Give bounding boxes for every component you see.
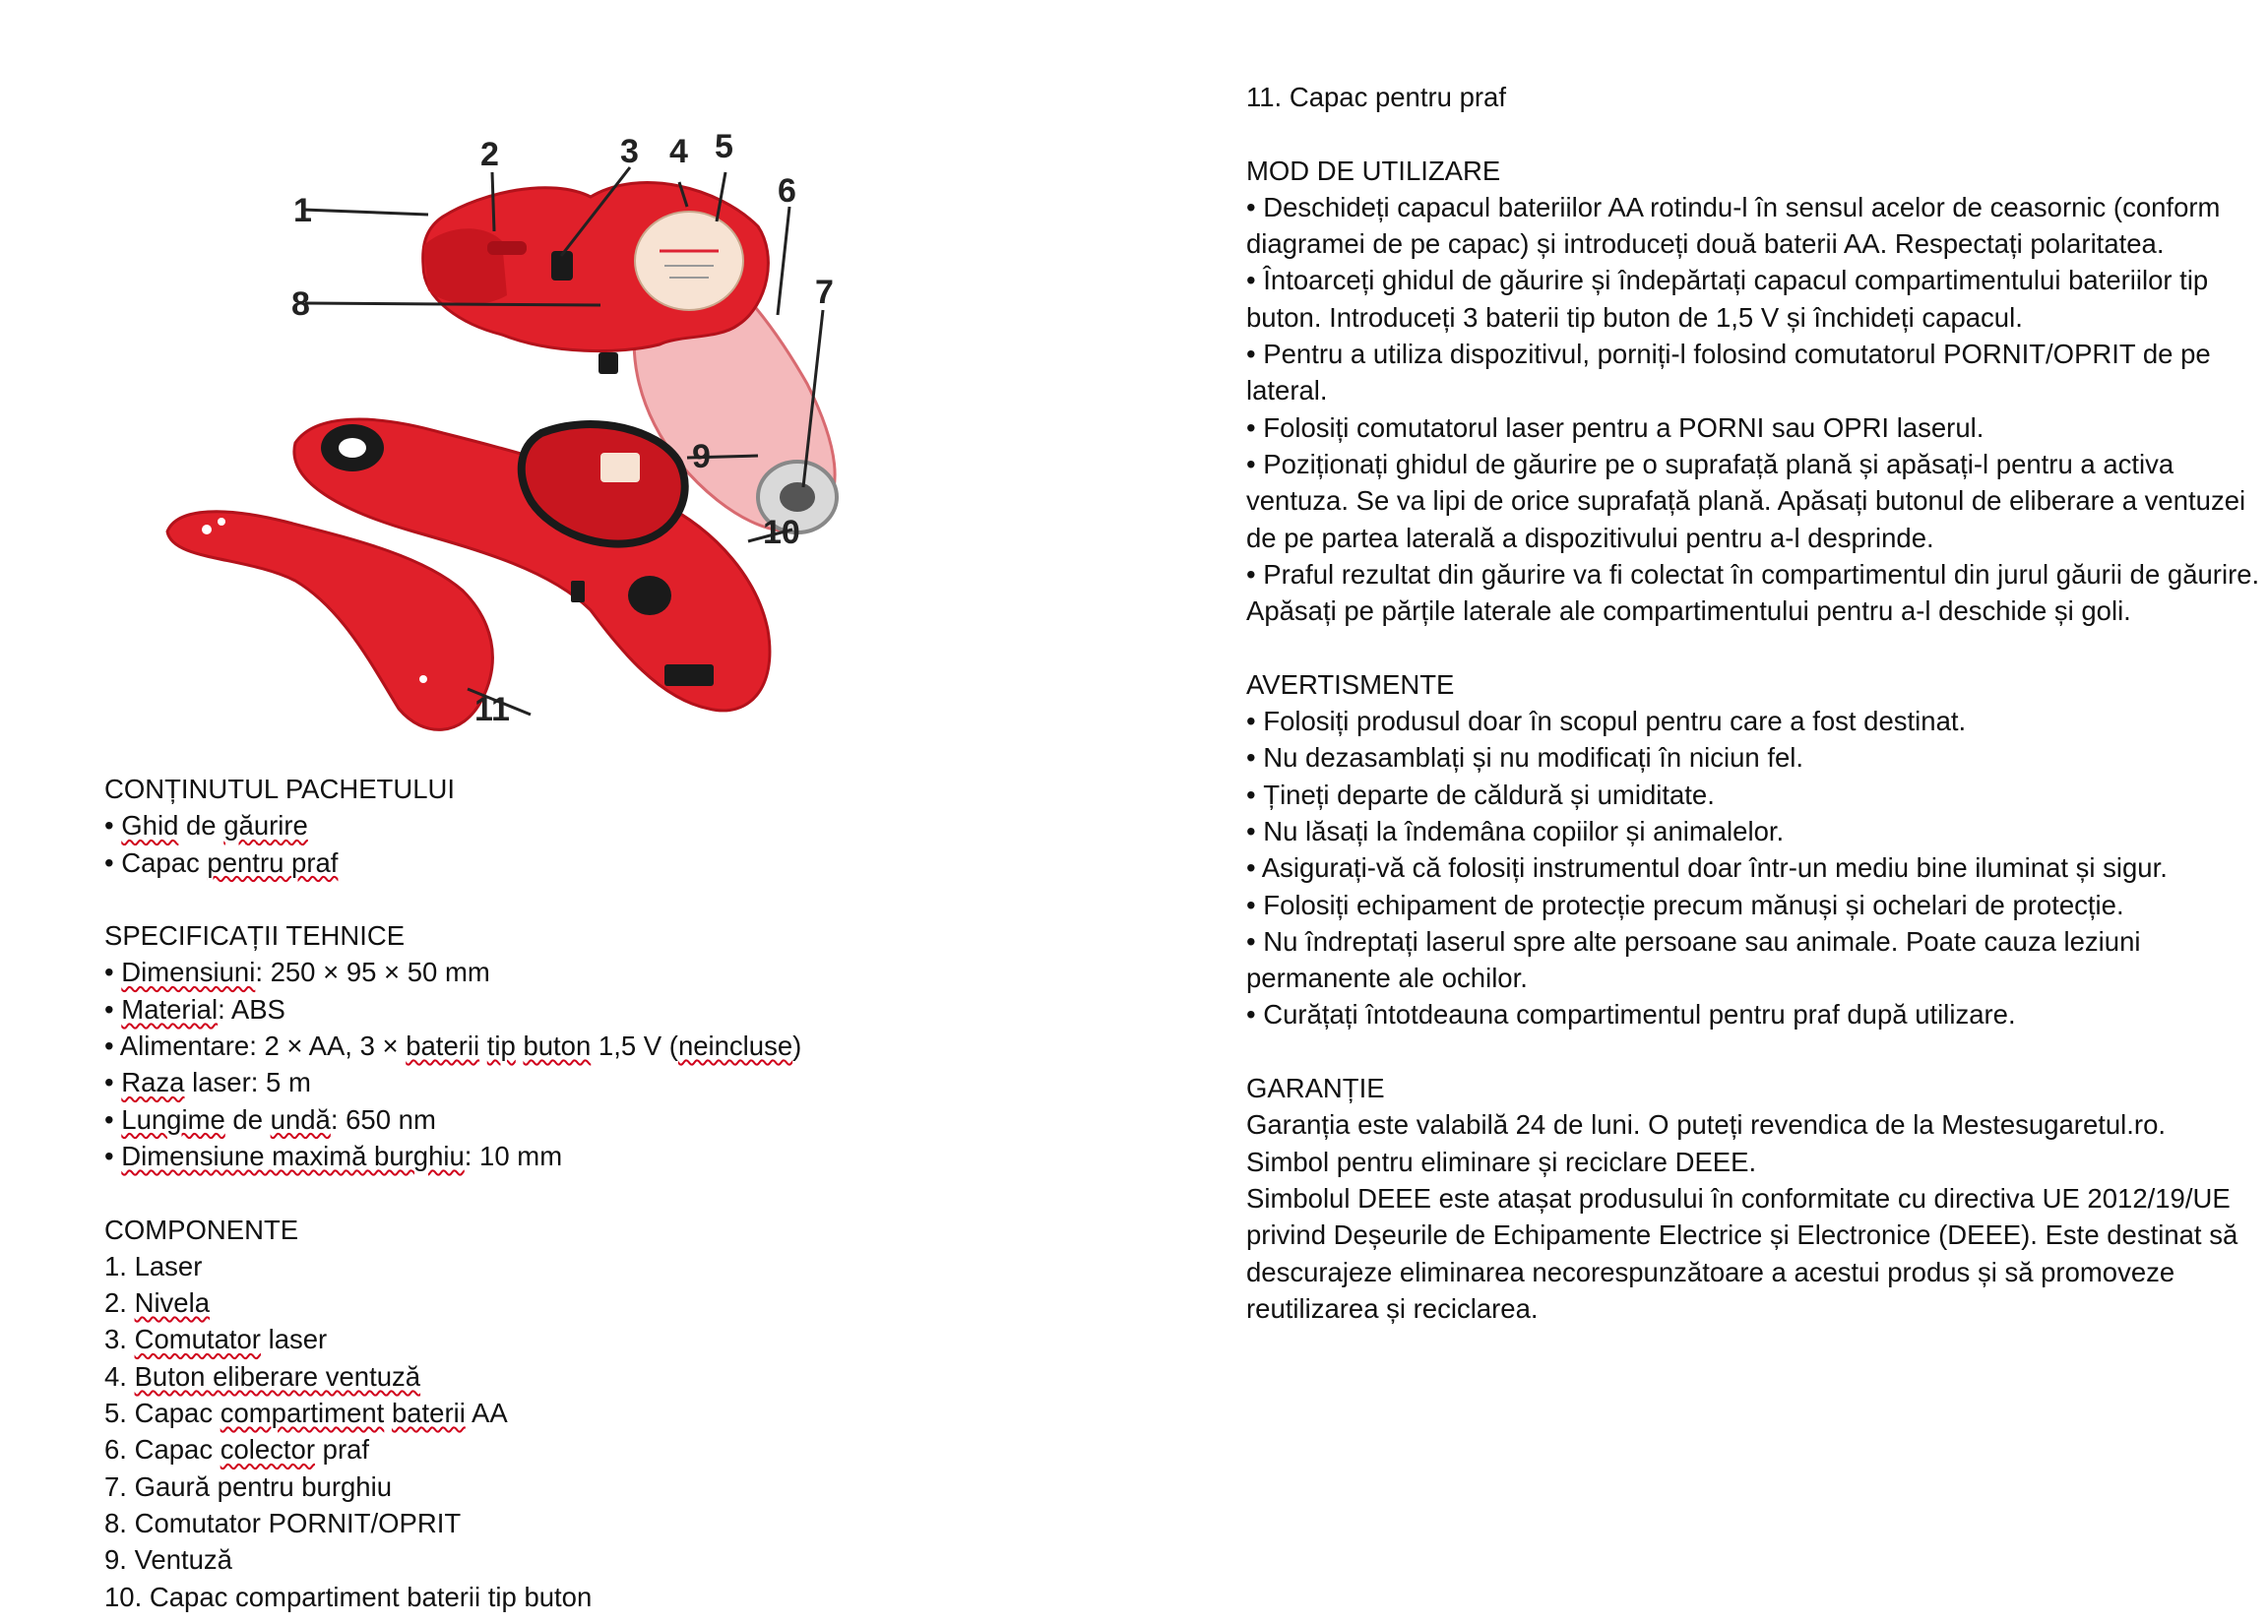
item-text: de bbox=[224, 1103, 271, 1135]
list-item bbox=[104, 1468, 971, 1505]
item-text: : 10 mm bbox=[464, 1140, 563, 1171]
bullet: • bbox=[104, 846, 122, 878]
item-text: tip bbox=[486, 1031, 516, 1062]
drill-guide-illustration bbox=[128, 59, 915, 758]
warranty-text bbox=[1246, 1106, 2260, 1327]
bullet: • bbox=[104, 957, 122, 988]
list-item bbox=[104, 1321, 971, 1357]
list-item: • Pentru a utiliza dispozitivul, porniți-l folosind comutatorul PORNIT/OPRIT de pe lateral. bbox=[1246, 339, 2211, 406]
bullet: • bbox=[104, 1031, 120, 1062]
list-item: • Asigurați-vă că folosiți instrumentul doar într-un mediu bine iluminat și sigur. bbox=[1246, 852, 2168, 884]
list-item bbox=[104, 991, 971, 1028]
left-column bbox=[104, 771, 971, 1615]
warranty-line: Simbol pentru eliminare și reciclare DEEE. bbox=[1246, 1146, 1757, 1177]
list-item bbox=[104, 1284, 971, 1321]
item-text bbox=[479, 1031, 487, 1061]
list-item: • Deschideți capacul bateriilor AA rotindu-l în sensul acelor de ceasornic (conform diagramei de pe capac) și introduceți două baterii AA. Respectați polaritatea. bbox=[1246, 191, 2221, 260]
list-item bbox=[104, 1431, 971, 1468]
item-text: Material bbox=[121, 993, 219, 1025]
item-text: Gaură pentru burghiu bbox=[134, 1470, 393, 1502]
item-text: baterii bbox=[391, 1398, 466, 1429]
item-text: baterii bbox=[406, 1031, 480, 1062]
specs-list bbox=[104, 954, 971, 1174]
list-item bbox=[104, 1028, 971, 1064]
package-list bbox=[104, 807, 971, 881]
item-text: găurire bbox=[223, 810, 308, 842]
right-column bbox=[1246, 79, 2260, 1327]
bullet: • bbox=[104, 810, 122, 842]
list-item bbox=[104, 1358, 971, 1395]
item-number: 5. bbox=[104, 1398, 135, 1429]
list-item bbox=[104, 1248, 971, 1284]
warnings-heading: AVERTISMENTE bbox=[1246, 668, 1455, 700]
list-item bbox=[104, 1138, 971, 1174]
item-text: Capac bbox=[134, 1434, 220, 1466]
item-text: de bbox=[178, 810, 224, 842]
item-text: AA bbox=[465, 1398, 508, 1429]
list-item: • Poziționați ghidul de găurire pe o suprafață plană și apăsați-l pentru a activa ventuza. Se va lipi de orice suprafață plană. Apăsați butonul de eliberare a ventuzei de pe partea laterală a dispozitivului pentru a-l desprinde. bbox=[1246, 448, 2246, 553]
callout-5: 5 bbox=[715, 128, 733, 165]
item-text: buton bbox=[523, 1031, 592, 1062]
package-heading: CONȚINUTUL PACHETULUI bbox=[104, 774, 455, 804]
item-number: 8. bbox=[104, 1507, 135, 1538]
list-item: • Folosiți produsul doar în scopul pentru care a fost destinat. bbox=[1246, 706, 1967, 737]
item-number: 1. bbox=[104, 1250, 135, 1281]
list-item: • Folosiți comutatorul laser pentru a PORNI sau OPRI laserul. bbox=[1246, 411, 1984, 443]
item-text bbox=[384, 1398, 392, 1428]
item-text: Alimentare: 2 × AA, 3 × bbox=[119, 1031, 407, 1062]
item-number: 3. bbox=[104, 1324, 135, 1355]
list-item bbox=[104, 954, 971, 990]
warranty-heading: GARANȚIE bbox=[1246, 1073, 1385, 1104]
specs-heading: SPECIFICAȚII TEHNICE bbox=[104, 920, 406, 952]
callout-1: 1 bbox=[293, 192, 312, 229]
item-text: undă bbox=[270, 1103, 331, 1135]
list-item bbox=[104, 1395, 971, 1431]
list-item: • Nu îndreptați laserul spre alte persoane sau animale. Poate cauza leziuni permanente ale ochilor. bbox=[1246, 925, 2141, 994]
item-text: Dimensiuni bbox=[121, 957, 256, 988]
item-text: compartiment bbox=[220, 1398, 385, 1429]
item-number: 9. bbox=[104, 1544, 135, 1576]
list-item bbox=[104, 844, 971, 881]
item-text: Capac bbox=[121, 846, 208, 878]
item-text: : 250 × 95 × 50 mm bbox=[255, 957, 490, 988]
usage-heading: MOD DE UTILIZARE bbox=[1246, 155, 1501, 186]
item-text: ) bbox=[792, 1031, 802, 1062]
item-text: Buton eliberare ventuză bbox=[134, 1360, 421, 1392]
list-item bbox=[104, 1579, 971, 1615]
item-text: Nivela bbox=[134, 1287, 210, 1319]
list-item: • Folosiți echipament de protecție precum mănuși și ochelari de protecție. bbox=[1246, 889, 2124, 920]
item-text: Capac compartiment baterii tip buton bbox=[149, 1581, 593, 1612]
item-text: Dimensiune maximă burghiu bbox=[121, 1140, 465, 1171]
list-item: • Întoarceți ghidul de găurire și îndepărtați capacul compartimentului bateriilor tip buton. Introduceți 3 baterii tip buton de 1,5 V și închideți capacul. bbox=[1246, 265, 2209, 333]
item-text: laser: 5 m bbox=[184, 1067, 311, 1098]
list-item bbox=[104, 1505, 971, 1541]
item-text: colector bbox=[220, 1434, 316, 1466]
list-item: • Nu lăsați la îndemâna copiilor și animalelor. bbox=[1246, 815, 1785, 846]
item-number: 2. bbox=[104, 1287, 135, 1319]
item-text: 1,5 V ( bbox=[591, 1031, 678, 1062]
item-text: praf bbox=[315, 1434, 370, 1466]
components-list bbox=[104, 1248, 971, 1615]
callout-7: 7 bbox=[815, 274, 834, 311]
list-item: 11. Capac pentru praf bbox=[1246, 82, 1506, 112]
item-text: Comutator PORNIT/OPRIT bbox=[134, 1507, 462, 1538]
list-item: • Nu dezasamblați și nu modificați în niciun fel. bbox=[1246, 742, 1804, 774]
components-heading: COMPONENTE bbox=[104, 1214, 299, 1245]
callout-9: 9 bbox=[692, 438, 711, 475]
item-text: : 650 nm bbox=[330, 1103, 436, 1135]
item-text: Comutator bbox=[134, 1324, 261, 1355]
item-text: Laser bbox=[134, 1250, 203, 1281]
item-text: Lungime bbox=[121, 1103, 225, 1135]
bullet: • bbox=[104, 993, 122, 1025]
item-text: : ABS bbox=[218, 993, 285, 1025]
list-item: • Curățați întotdeauna compartimentul pentru praf după utilizare. bbox=[1246, 999, 2016, 1031]
item-text: pentru praf bbox=[207, 846, 339, 878]
item-text: Capac bbox=[134, 1398, 220, 1429]
callout-11: 11 bbox=[474, 691, 510, 728]
callout-2: 2 bbox=[480, 136, 499, 173]
item-number: 7. bbox=[104, 1470, 135, 1502]
callout-6: 6 bbox=[778, 172, 796, 210]
item-text: Ventuză bbox=[134, 1544, 232, 1576]
callout-4: 4 bbox=[669, 133, 688, 170]
list-item bbox=[104, 807, 971, 843]
warranty-line: Garanția este valabilă 24 de luni. O puteți revendica de la Mestesugaretul.ro. bbox=[1246, 1109, 2167, 1141]
item-number: 4. bbox=[104, 1360, 135, 1392]
list-item bbox=[104, 1101, 971, 1138]
item-text: neincluse bbox=[677, 1031, 793, 1062]
item-number: 6. bbox=[104, 1434, 135, 1466]
callout-10: 10 bbox=[763, 514, 800, 551]
dust-cover-part bbox=[167, 512, 492, 730]
callout-3: 3 bbox=[620, 133, 639, 170]
item-number: 10. bbox=[104, 1581, 150, 1612]
list-item bbox=[104, 1064, 971, 1100]
item-text: laser bbox=[260, 1324, 328, 1355]
bullet: • bbox=[104, 1140, 122, 1171]
list-item: • Țineți departe de căldură și umiditate. bbox=[1246, 779, 1715, 810]
product-figure bbox=[128, 59, 915, 758]
bullet: • bbox=[104, 1103, 122, 1135]
list-item: • Praful rezultat din găurire va fi colectat în compartimentul din jurul găurii de găurire. Apăsați pe părțile laterale ale compartimentului pentru a-l deschide și goli. bbox=[1246, 558, 2260, 627]
list-item bbox=[104, 1541, 971, 1578]
item-text: Ghid bbox=[121, 810, 179, 842]
warnings-list bbox=[1246, 703, 2260, 1033]
warranty-line: Simbolul DEEE este atașat produsului în conformitate cu directiva UE 2012/19/UE privind Deșeurile de Echipamente Electrice și Electronice (DEEE). Este destinat să descurajeze eliminarea necorespunzătoare a acestui produs și să promoveze reutilizarea și reciclarea. bbox=[1246, 1182, 2238, 1324]
usage-list bbox=[1246, 189, 2260, 630]
callout-8: 8 bbox=[291, 285, 310, 323]
item-text: Raza bbox=[121, 1067, 185, 1098]
bullet: • bbox=[104, 1067, 122, 1098]
